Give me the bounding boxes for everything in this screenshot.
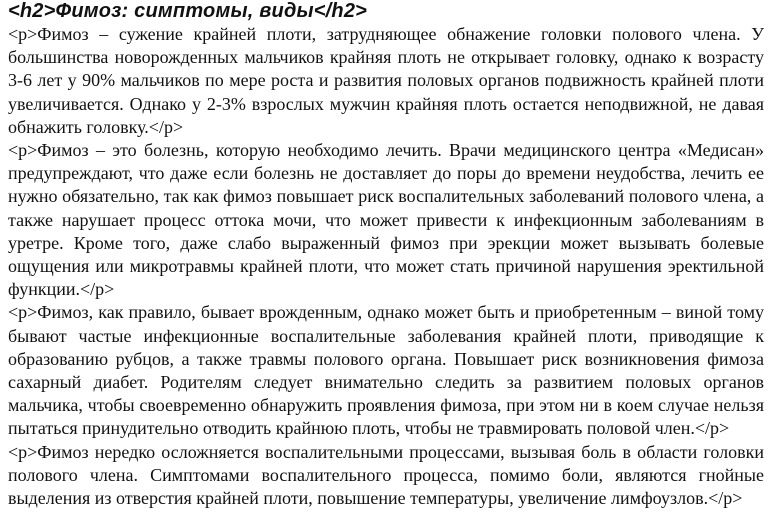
document-body [8, 0, 764, 510]
paragraph-causes: <p>Фимоз, как правило, бывает врожденным, однако может быть и приобретенным – виной тому бывают частые инфекционные воспалительные заболевания крайней плоти, приводящие к образованию рубцов, а также травмы полового органа. Повышает риск возникновения фимоза сахарный диабет. Родителям следует внимательно следить за развитием половых органов мальчика, чтобы своевременно обнаружить проявления фимоза, при этом ни в коем случае нельзя пытаться принудительно отводить крайнюю плоть, чтобы не травмировать половой член.</p> [8, 302, 764, 439]
document-heading: <h2>Фимоз: симптомы, виды</h2> [8, 0, 368, 22]
paragraph-symptoms: <p>Фимоз нередко осложняется воспалительными процессами, вызывая боль в области головки полового члена. Симптомами воспалительного процесса, помимо боли, являются гнойные выделения из отверстия крайней плоти, повышение температуры, увеличение лимфоузлов.</p> [8, 441, 764, 509]
paragraph-definition: <p>Фимоз – сужение крайней плоти, затрудняющее обнажение головки полового члена. У большинства новорожденных мальчиков крайняя плоть не открывает головку, однако к возрасту 3-6 лет у 90% мальчиков по мере роста и развития половых органов подвижность крайней плоти увеличивается. Однако у 2-3% взрослых мужчин крайняя плоть остается неподвижной, не давая обнажить головку.</p> [8, 24, 764, 137]
paragraph-treatment: <p>Фимоз – это болезнь, которую необходимо лечить. Врачи медицинского центра «Медисан» предупреждают, что даже если болезнь не доставляет до поры до времени неудобства, лечить ее нужно обязательно, так как фимоз повышает риск воспалительных заболеваний полового члена, а также нарушает процесс оттока мочи, что может привести к инфекционным заболеваниям в уретре. Кроме того, даже слабо выраженный фимоз при эрекции может вызывать болевые ощущения или микротравмы крайней плоти, что может стать причиной нарушения эректильной функции.</p> [8, 140, 764, 300]
